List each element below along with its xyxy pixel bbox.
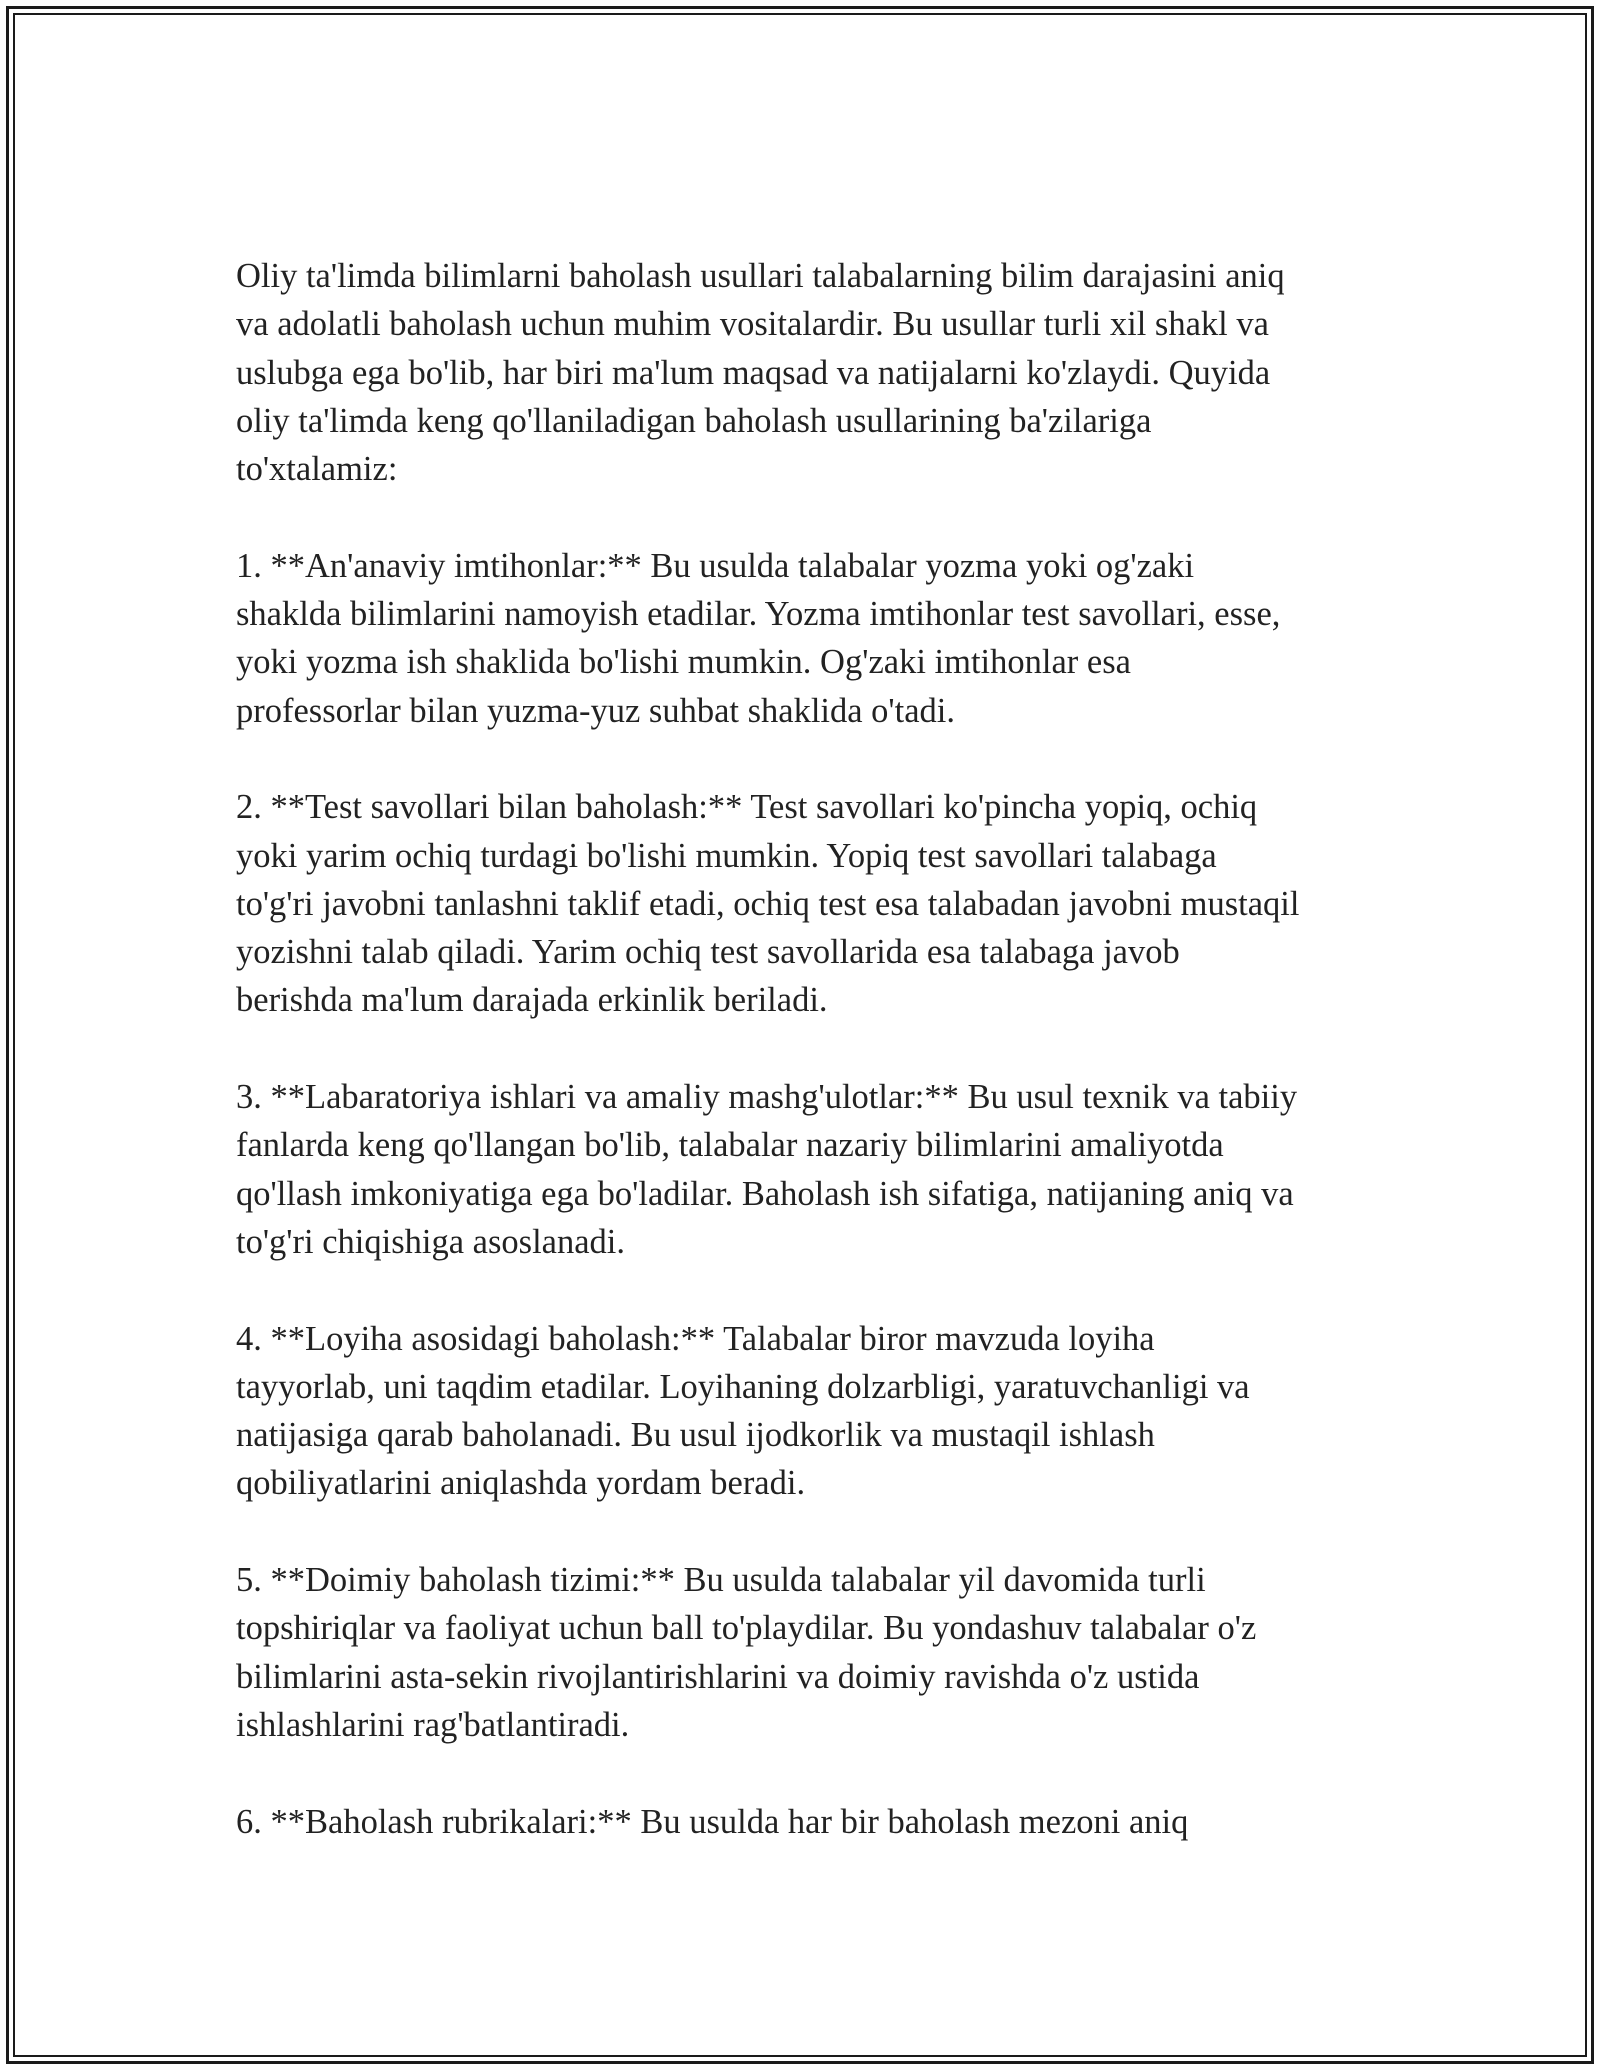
- text-line: 4. **Loyiha asosidagi baholash:** Talabalar biror mavzuda loyiha: [236, 1319, 1155, 1358]
- text-line: 5. **Doimiy baholash tizimi:** Bu usulda talabalar yil davomida turli: [236, 1561, 1206, 1600]
- text-line: va adolatli baholash uchun muhim vositalardir. Bu usullar turli xil shakl va: [236, 305, 1269, 344]
- text-line: Oliy ta'limda bilimlarni baholash usullari talabalarning bilim darajasini aniq: [236, 257, 1285, 295]
- text-line: uslubga ega bo'lib, har biri ma'lum maqsad va natijalarni ko'zlaydi. Quyida: [236, 353, 1271, 392]
- text-line: professorlar bilan yuzma-yuz suhbat shaklida o'tadi.: [236, 691, 956, 730]
- text-line: shaklda bilimlarini namoyish etadilar. Yozma imtihonlar test savollari, esse,: [236, 595, 1281, 634]
- text-line: natijasiga qarab baholanadi. Bu usul ijodkorlik va mustaqil ishlash: [236, 1416, 1155, 1455]
- text-line: ishlashlarini rag'batlantiradi.: [236, 1705, 630, 1744]
- list-item-5: [236, 1556, 1376, 1749]
- list-item-4: [236, 1315, 1376, 1508]
- text-line: bilimlarini asta-sekin rivojlantirishlarini va doimiy ravishda o'z ustida: [236, 1657, 1200, 1696]
- text-line: yoki yarim ochiq turdagi bo'lishi mumkin. Yopiq test savollari talabaga: [236, 836, 1217, 875]
- text-line: qobiliyatlarini aniqlashda yordam beradi.: [236, 1464, 806, 1503]
- text-line: oliy ta'limda keng qo'llaniladigan baholash usullarining ba'zilariga: [236, 401, 1152, 440]
- text-line: to'g'ri javobni tanlashni taklif etadi, ochiq test esa talabadan javobni mustaqil: [236, 884, 1300, 923]
- text-line: to'xtalamiz:: [236, 450, 398, 489]
- text-line: 6. **Baholash rubrikalari:** Bu usulda har bir baholash mezoni aniq: [236, 1802, 1189, 1841]
- list-item-1: [236, 542, 1376, 735]
- intro-paragraph: [236, 252, 1376, 493]
- text-line: 1. **An'anaviy imtihonlar:** Bu usulda talabalar yozma yoki og'zaki: [236, 546, 1195, 585]
- list-item-6: [236, 1798, 1376, 1846]
- text-line: to'g'ri chiqishiga asoslanadi.: [236, 1222, 625, 1261]
- text-line: yozishni talab qiladi. Yarim ochiq test savollarida esa talabaga javob: [236, 933, 1180, 972]
- list-item-3: [236, 1073, 1376, 1266]
- text-line: topshiriqlar va faoliyat uchun ball to'playdilar. Bu yondashuv talabalar o'z: [236, 1609, 1257, 1648]
- text-line: 2. **Test savollari bilan baholash:** Test savollari ko'pincha yopiq, ochiq: [236, 788, 1258, 827]
- text-line: 3. **Labaratoriya ishlari va amaliy mashg'ulotlar:** Bu usul texnik va tabiiy: [236, 1078, 1298, 1117]
- text-line: berishda ma'lum darajada erkinlik beriladi.: [236, 981, 828, 1020]
- text-line: yoki yozma ish shaklida bo'lishi mumkin. Og'zaki imtihonlar esa: [236, 643, 1131, 682]
- text-line: tayyorlab, uni taqdim etadilar. Loyihaning dolzarbligi, yaratuvchanligi va: [236, 1367, 1250, 1406]
- text-line: fanlarda keng qo'llangan bo'lib, talabalar nazariy bilimlarini amaliyotda: [236, 1126, 1224, 1165]
- list-item-2: [236, 783, 1376, 1024]
- text-line: qo'llash imkoniyatiga ega bo'ladilar. Baholash ish sifatiga, natijaning aniq va: [236, 1174, 1294, 1213]
- document-body: [236, 252, 1376, 1894]
